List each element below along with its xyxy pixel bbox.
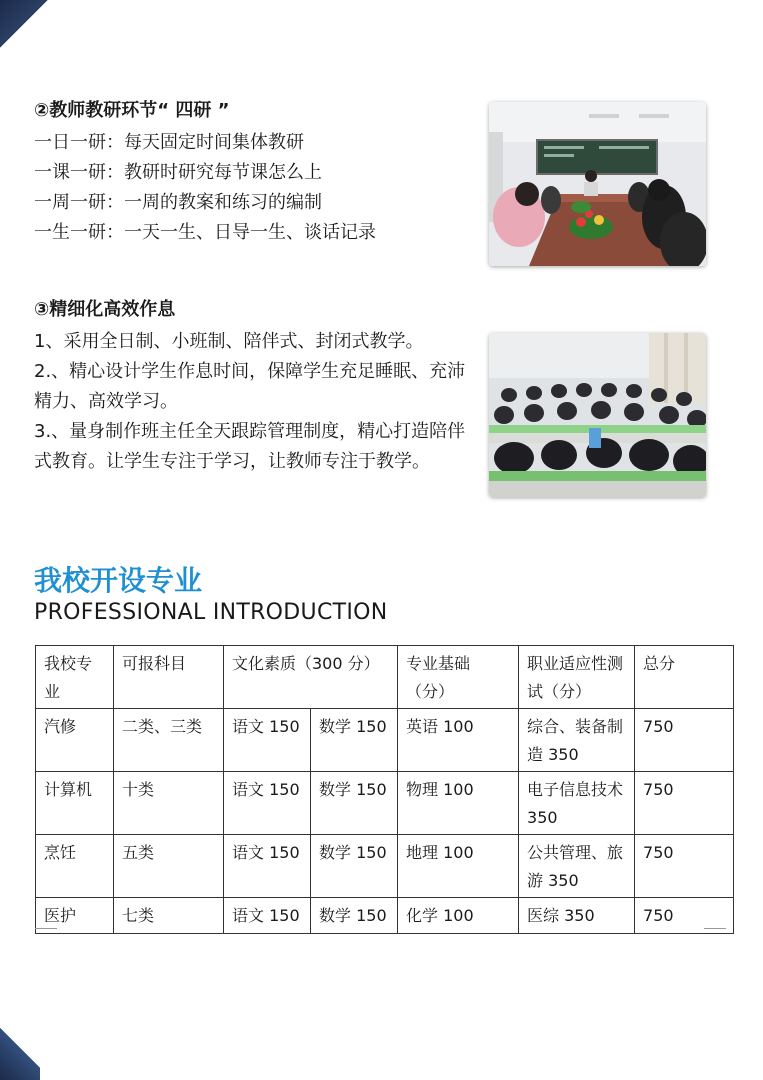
cell-aptitude: 医综 350 [519, 898, 635, 934]
cell-subjects: 十类 [114, 772, 224, 835]
table-row [36, 835, 734, 898]
cell-chinese: 语文 150 [224, 835, 311, 898]
cell-major: 烹饪 [36, 835, 114, 898]
research-line: 一生一研：一天一生、日导一生、谈话记录 [34, 222, 376, 243]
table-row [36, 709, 734, 772]
research-line: 一周一研：一周的教案和练习的编制 [34, 192, 322, 213]
cell-chinese: 语文 150 [224, 772, 311, 835]
cell-aptitude: 电子信息技术 350 [519, 772, 635, 835]
research-title: ②教师教研环节“ 四研 ” [34, 100, 230, 121]
corner-decoration-bottom [0, 1016, 40, 1080]
table-row [36, 772, 734, 835]
cell-base: 英语 100 [398, 709, 519, 772]
routine-line: 3.、量身制作班主任全天跟踪管理制度，精心打造陪伴式教育。让学生专注于学习，让教师专注于教学。 [34, 421, 466, 472]
cell-base: 化学 100 [398, 898, 519, 934]
research-line: 一日一研：每天固定时间集体教研 [34, 132, 304, 153]
cell-chinese: 语文 150 [224, 709, 311, 772]
majors-subtitle: PROFESSIONAL INTRODUCTION [34, 600, 388, 625]
crop-mark [704, 928, 726, 939]
cell-math: 数学 150 [311, 898, 398, 934]
routine-title: ③精细化高效作息 [34, 299, 176, 320]
classroom-photo [489, 333, 706, 497]
cell-base: 地理 100 [398, 835, 519, 898]
header-cell: 我校专业 [36, 646, 114, 709]
header-cell: 专业基础（分） [398, 646, 519, 709]
research-photo [489, 102, 706, 266]
routine-section [34, 297, 466, 477]
table-row [36, 898, 734, 934]
header-cell: 职业适应性测试（分） [519, 646, 635, 709]
cell-aptitude: 公共管理、旅游 350 [519, 835, 635, 898]
crop-mark [35, 928, 57, 939]
cell-subjects: 五类 [114, 835, 224, 898]
cell-major: 汽修 [36, 709, 114, 772]
majors-table [35, 645, 734, 934]
cell-subjects: 二类、三类 [114, 709, 224, 772]
cell-total: 750 [635, 709, 734, 772]
research-line: 一课一研：教研时研究每节课怎么上 [34, 162, 322, 183]
majors-title: 我校开设专业 [34, 564, 203, 597]
header-cell: 总分 [635, 646, 734, 709]
research-section [34, 98, 474, 248]
cell-total: 750 [635, 772, 734, 835]
cell-subjects: 七类 [114, 898, 224, 934]
cell-major: 计算机 [36, 772, 114, 835]
cell-math: 数学 150 [311, 709, 398, 772]
routine-line: 2.、精心设计学生作息时间，保障学生充足睡眠、充沛精力、高效学习。 [34, 361, 466, 412]
corner-decoration-top [0, 0, 48, 48]
table-header-row [36, 646, 734, 709]
cell-math: 数学 150 [311, 772, 398, 835]
cell-math: 数学 150 [311, 835, 398, 898]
cell-chinese: 语文 150 [224, 898, 311, 934]
header-cell: 可报科目 [114, 646, 224, 709]
routine-line: 1、采用全日制、小班制、陪伴式、封闭式教学。 [34, 331, 424, 352]
cell-aptitude: 综合、装备制造 350 [519, 709, 635, 772]
header-cell: 文化素质（300 分） [224, 646, 398, 709]
cell-total: 750 [635, 898, 734, 934]
cell-base: 物理 100 [398, 772, 519, 835]
cell-major: 医护 [36, 898, 114, 934]
cell-total: 750 [635, 835, 734, 898]
